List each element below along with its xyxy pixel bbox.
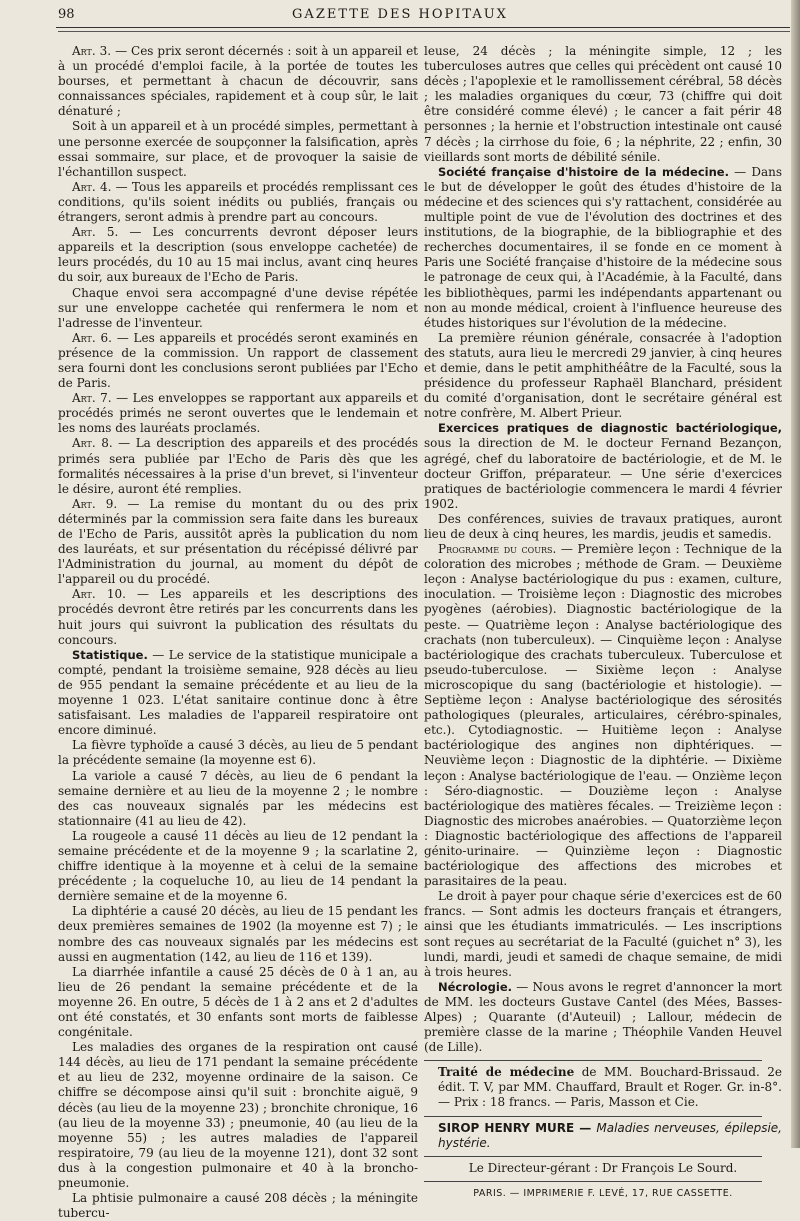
paragraph-label: Art. 8. [72, 436, 113, 451]
page-header [0, 0, 800, 36]
section-divider [424, 1116, 762, 1117]
paragraph-text: Soit à un appareil et à un procédé simples, permettant à une personne exercée de soupçonner la falsification, après essai sommaire, sur place, et de provoquer la saisie de l'échantillon suspect. [58, 119, 418, 179]
right-column [424, 44, 782, 1201]
paragraph [424, 421, 782, 512]
paragraph [58, 1191, 418, 1221]
paragraph [58, 769, 418, 829]
paragraph [424, 44, 782, 165]
paragraph [58, 829, 418, 904]
paragraph [58, 1040, 418, 1191]
paragraph [58, 904, 418, 964]
advert-tagline: Maladies nerveuses, épilepsie, hystérie. [438, 1120, 782, 1150]
paragraph-text: La première réunion générale, consacrée à l'adoption des statuts, aura lieu le mercredi 29 janvier, à cinq heures et demie, dans le petit amphithéâtre de la Faculté, sous la présidence du professeur Raphaël Blanchard, président du comité d'organisation, dont le secrétaire général est notre confrère, M. Albert Prieur. [424, 330, 782, 421]
paragraph-text: sous la direction de M. le docteur Fernand Bezançon, agrégé, chef du laboratoire de bactériologie, et de M. le docteur Griffon, préparateur. — Une série d'exercices pratiques de bactériologie commencera le mardi 4 février 1902. [424, 436, 782, 511]
paragraph-text: — Les appareils et procédés seront examinés en présence de la commission. Un rapport de classement sera fourni dont les conclusions seront publiées par l'Echo de Paris. [58, 330, 419, 391]
paragraph-label: Art. 7. [72, 391, 112, 406]
paragraph [58, 436, 418, 496]
paragraph-label: Société française d'histoire de la médecine. [438, 164, 729, 179]
left-column [58, 44, 418, 1221]
paragraph-text: Les maladies des organes de la respiration ont causé 144 décès, au lieu de 171 pendant la semaine précédente et au lieu de 232, moyenne ordinaire de la saison. Ce chiffre se décompose ainsi qu'il suit : bronchite aiguë, 9 décès (au lieu de la moyenne 23) ; bronchite chronique, 16 (au lieu de la moyenne 33) ; pneumonie, 40 (au lieu de la moyenne 55) ; les autres maladies de l'appareil respiratoire, 79 (au lieu de la moyenne 121), dont 32 sont dus à la congestion pulmonaire et 40 à la broncho-pneumonie. [58, 1040, 418, 1191]
paragraph-text: La phtisie pulmonaire a causé 208 décès ; la méningite tubercu- [58, 1191, 418, 1221]
paragraph-text: La diarrhée infantile a causé 25 décès de 0 à 1 an, au lieu de 26 pendant la semaine précédente et de la moyenne 26. En outre, 5 décès de 1 à 2 ans et 2 d'adultes ont été constatés, et 30 enfants sont morts de faiblesse congénitale. [58, 964, 418, 1040]
page-number: 98 [58, 7, 75, 22]
paragraph-text: leuse, 24 décès ; la méningite simple, 12 ; les tuberculoses autres que celles qui précèdent ont causé 10 décès ; l'apoplexie et le ramollissement cérébral, 58 décès ; les maladies organiques du cœur, 73 (chiffre qui doit être considéré comme élevé) ; le cancer a fait périr 48 personnes ; la hernie et l'obstruction intestinale ont causé 7 décès ; la cirrhose du foie, 6 ; la néphrite, 22 ; enfin, 30 vieillards sont morts de débilité sénile. [424, 44, 782, 164]
paragraph [424, 980, 782, 1055]
paragraph-text: Des conférences, suivies de travaux pratiques, auront lieu de deux à cinq heures, les mardis, jeudis et samedis. [424, 511, 782, 541]
paragraph-label: Programme du cours. [438, 542, 557, 557]
paragraph [58, 225, 418, 285]
paragraph-text: — Tous les appareils et procédés remplissant ces conditions, qu'ils soient inédits ou publiés, français ou étrangers, seront admis à prendre part au concours. [58, 179, 418, 225]
paragraph-text: — Dans le but de développer le goût des études d'histoire de la médecine et des sciences qui s'y rattachent, considérée au multiple point de vue de l'évolution des doctrines et des institutions, de la biographie, de la bibliographie et des recherches documentaires, il se fonde en ce moment à Paris une Société française d'histoire de la médecine sous le patronage de ceux qui, à l'Académie, à la Faculté, dans les bibliothèques, parmi les indépendants appartenant ou non au monde médical, croient à l'influence heureuse des études historiques sur l'évolution de la médecine. [424, 164, 783, 330]
paragraph [58, 391, 418, 436]
paragraph-label: Art. 5. [72, 225, 119, 240]
paragraph-label: Art. 6. [72, 330, 112, 345]
paragraph-label: Exercices pratiques de diagnostic bactériologique, [438, 421, 782, 436]
paragraph-text: — Les enveloppes se rapportant aux appareils et procédés primés ne seront ouvertes que le lendemain et les noms des lauréats proclamés. [58, 391, 419, 436]
paragraph-label: Art. 9. [72, 496, 118, 511]
paragraph [58, 331, 418, 391]
right-column-paragraphs [424, 44, 782, 1055]
paragraph [424, 165, 782, 331]
paragraph [424, 331, 782, 422]
section-divider [424, 1156, 762, 1157]
paragraph-text: La diphtérie a causé 20 décès, au lieu de 15 pendant les deux premières semaines de 1902 (la moyenne est 7) ; le nombre des cas nouveaux signalés par les médecins est aussi en augmentation (142, au lieu de 116 et 139). [58, 904, 418, 964]
paragraph-text: La rougeole a causé 11 décès au lieu de 12 pendant la semaine précédente et de la moyenne 9 ; la scarlatine 2, chiffre identique à la moyenne et à celui de la semaine précédente ; la coqueluche 10, au lieu de 14 pendant la dernière semaine et de la moyenne 6. [58, 828, 418, 904]
book-notice [424, 1065, 782, 1110]
paragraph-text: La fièvre typhoïde a causé 3 décès, au lieu de 5 pendant la précédente semaine (la moyenne est 6). [58, 738, 418, 768]
advert-brand: SIROP HENRY MURE [438, 1120, 575, 1135]
paragraph [58, 119, 418, 179]
paragraph-label: Statistique. [72, 647, 148, 662]
section-divider [424, 1060, 762, 1061]
paragraph-label: Art. 4. [72, 179, 112, 194]
paragraph-text: La variole a causé 7 décès, au lieu de 6 pendant la semaine dernière et au lieu de la moyenne 2 ; le nombre des cas nouveaux signalés par les médecins est stationnaire (41 au lieu de 42). [58, 768, 418, 828]
paragraph-label: Nécrologie. [438, 979, 512, 994]
paragraph-text: — Les concurrents devront déposer leurs appareils et la description (sous enveloppe cachetée) de leurs procédés, du 10 au 15 mai inclus, avant cinq heures du soir, aux bureaux de l'Echo de Paris. [58, 225, 418, 285]
paragraph-text: — La remise du montant du ou des prix déterminés par la commission sera faite dans les bureaux de l'Echo de Paris, aussitôt après la publication du nom des lauréats, et sur présentation du récépissé délivré par l'Administration du journal, au moment du dépôt de l'appareil ou du procédé. [58, 496, 418, 587]
paragraph-text: Le droit à payer pour chaque série d'exercices est de 60 francs. — Sont admis les docteurs français et étrangers, ainsi que les étudiants immatriculés. — Les inscriptions sont reçues au secrétariat de la Faculté (guichet n° 3), les lundi, mardi, jeudi et samedi de chaque semaine, de midi à trois heures. [424, 889, 782, 979]
section-divider [424, 1181, 762, 1182]
paragraph [58, 497, 418, 588]
paragraph [58, 738, 418, 768]
paragraph-text: — Ces prix seront décernés : soit à un appareil et à un procédé d'emploi facile, à la portée de toutes les bourses, et permettant à chacun de découvrir, sans connaissances spéciales, rapidement et à coup sûr, le lait dénaturé ; [58, 44, 418, 119]
paragraph [58, 44, 418, 119]
paragraph-text: — Les appareils et les descriptions des procédés devront être retirés par les concurrents dans les huit jours qui suivront la publication des résultats du concours. [58, 587, 418, 647]
paragraph-text: — La description des appareils et des procédés primés sera publiée par l'Echo de Paris dès que les formalités nécessaires à la prise d'un brevet, si l'inventeur le désire, auront été remplies. [58, 436, 418, 496]
paragraph-text: — Le service de la statistique municipale a compté, pendant la troisième semaine, 928 décès au lieu de 955 pendant la semaine précédente et au lieu de la moyenne 1 023. L'état sanitaire continue donc à être satisfaisant. Les maladies de l'appareil respiratoire ont encore diminué. [58, 647, 418, 738]
paragraph-label: Art. 3. [72, 44, 112, 58]
paragraph-text: — Nous avons le regret d'annoncer la mort de MM. les docteurs Gustave Cantel (des Mées, Basses-Alpes) ; Quarante (d'Auteuil) ; Lallour, médecin de première classe de la marine ; Théophile Vanden Heuvel (de Lille). [424, 979, 782, 1055]
paragraph [58, 180, 418, 225]
printer-line: PARIS. — IMPRIMERIE F. LEVÉ, 17, RUE CASSETTE. [473, 1187, 733, 1199]
header-rule [56, 27, 790, 28]
director-line: Le Directeur-gérant : Dr François Le Sourd. [468, 1160, 738, 1175]
page-edge [791, 0, 800, 1148]
paragraph [58, 286, 418, 331]
paragraph [424, 512, 782, 542]
paragraph-label: Art. 10. [72, 587, 126, 602]
paragraph [58, 965, 418, 1040]
paragraph [58, 648, 418, 739]
book-details: de MM. Bouchard-Brissaud. 2e édit. T. V, par MM. Chauffard, Brault et Roger. Gr. in-8°. — Prix : 18 francs. — Paris, Masson et Cie. [438, 1065, 782, 1110]
paragraph [424, 889, 782, 980]
paragraph [424, 542, 782, 889]
paragraph-text: — Première leçon : Technique de la coloration des microbes ; méthode de Gram. — Deuxième leçon : Analyse bactériologique du pus : examen, culture, inoculation. — Troisième leçon : Diagnostic des microbes pyogènes (aérobies). Diagnostic bactériologique de la peste. — Quatrième leçon : Analyse bactériologique des crachats (non tuberculeux). — Cinquième leçon : Analyse bactériologique des crachats tuberculeux. Tuberculose et pseudo-tuberculose. — Sixième leçon : Analyse microscopique du sang (bactériologie et histologie). — Septième leçon : Analyse bactériologique des sérosités pathologiques (pleurales, articulaires, cérébro-spinales, etc.). Cytodiagnostic. — Huitième leçon : Analyse bactériologique des angines non diphtériques. — Neuvième leçon : Diagnostic de la diphtérie. — Dixième leçon : Analyse bactériologique de l'eau. — Onzième leçon : Séro-diagnostic. — Douzième leçon : Analyse bactériologique des matières fécales. — Treizième leçon : Diagnostic des microbes anaérobies. — Quatorzième leçon : Diagnostic bactériologique des affections de l'appareil génito-urinaire. — Quinzième leçon : Diagnostic bactériologique des affections des microbes et parasitaires de la peau. [424, 542, 783, 889]
header-rule-secondary [58, 31, 790, 32]
book-title: Traité de médecine [438, 1065, 575, 1080]
advert: SIROP HENRY MURE — Maladies nerveuses, épilepsie, hystérie. [438, 1120, 782, 1150]
paragraph-text: Chaque envoi sera accompagné d'une devise répétée sur une enveloppe cachetée qui renfermera le nom et l'adresse de l'inventeur. [58, 285, 418, 330]
journal-title: GAZETTE DES HOPITAUX [292, 7, 508, 22]
paragraph [58, 587, 418, 647]
